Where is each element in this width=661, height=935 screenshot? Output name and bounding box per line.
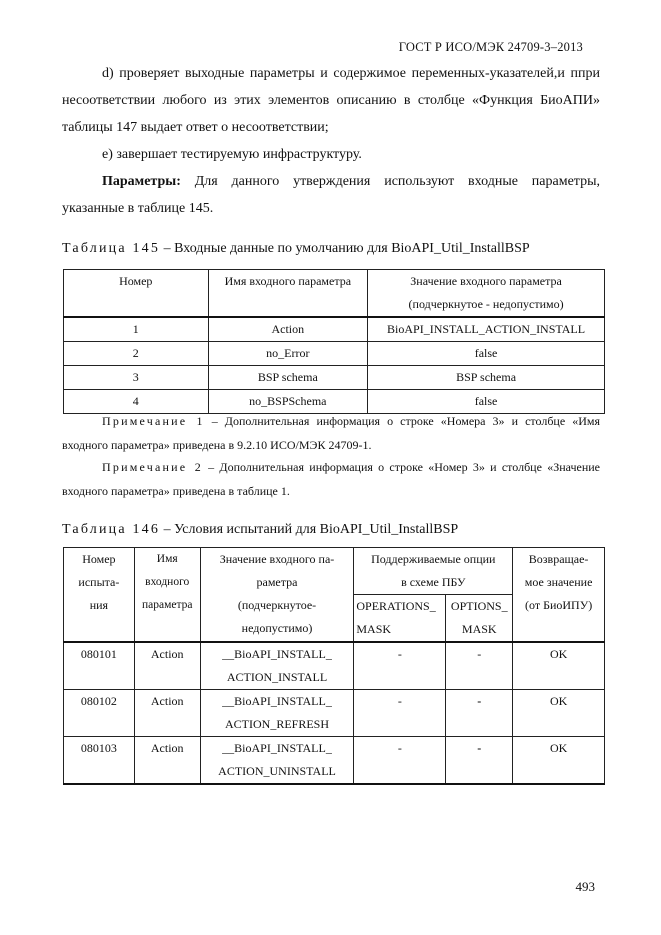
parameters-text: Для данного утверждения используют входные параметры, указанные в таблице 145. — [62, 174, 600, 216]
note-2 — [62, 455, 600, 503]
table-146-caption — [62, 522, 458, 538]
table-145-caption — [62, 241, 530, 257]
note-1-label: Примечание 1 — [102, 414, 205, 428]
table-145-title: – Входные данные по умолчанию для BioAPI_Util_InstallBSP — [160, 241, 530, 256]
page-header: ГОСТ Р ИСО/МЭК 24709-3–2013 — [398, 40, 583, 54]
table-row: 080101 Action __BioAPI_INSTALL_ ACTION_INSTALL - - OK — [64, 642, 605, 690]
paragraph-parameters — [62, 168, 600, 222]
header-return-value: Возвращае- мое значение (от БиоИПУ) — [513, 548, 605, 643]
note-2-text: – Дополнительная информация о строке «Номер 3» и столбце «Значение входного параметра» приведена в таблице 1. — [62, 460, 600, 498]
table-row: 1 Action BioAPI_INSTALL_ACTION_INSTALL — [64, 317, 605, 342]
header-param-value: Значение входного па- раметра (подчеркнутое- недопустимо) — [200, 548, 354, 643]
table-146-title: – Условия испытаний для BioAPI_Util_InstallBSP — [160, 522, 459, 537]
table-header-row — [64, 270, 605, 318]
header-test-number: Номер испыта- ния — [64, 548, 135, 643]
header-supported-options: Поддерживаемые опции в схеме ПБУ — [354, 548, 513, 595]
header-options-mask: OPTIONS_ MASK — [446, 595, 513, 643]
page-number: 493 — [575, 879, 595, 894]
note-2-label: Примечание 2 — [102, 460, 203, 474]
table-146 — [63, 547, 605, 785]
note-1 — [62, 409, 600, 457]
header-number: Номер — [64, 270, 209, 318]
parameters-label: Параметры: — [102, 174, 181, 189]
table-row: 3 BSP schema BSP schema — [64, 366, 605, 390]
table-header-row — [64, 548, 605, 595]
paragraph-e: e) завершает тестируемую инфраструктуру. — [102, 147, 362, 162]
table-row: 4 no_BSPSchema false — [64, 390, 605, 414]
table-row: 080103 Action __BioAPI_INSTALL_ ACTION_UNINSTALL - - OK — [64, 737, 605, 785]
table-145 — [63, 269, 605, 414]
table-row: 080102 Action __BioAPI_INSTALL_ ACTION_REFRESH - - OK — [64, 690, 605, 737]
table-146-label: Таблица 146 — [62, 522, 161, 537]
header-operations-mask: OPERATIONS_ MASK — [354, 595, 446, 643]
header-param-name: Имя входного параметра — [208, 270, 368, 318]
table-145-label: Таблица 145 — [62, 241, 161, 256]
header-param-value: Значение входного параметра (подчеркнутое - недопустимо) — [368, 270, 605, 318]
header-param-name: Имя входного параметра — [134, 548, 200, 643]
note-1-text: – Дополнительная информация о строке «Номера 3» и столбце «Имя входного параметра» приведена в 9.2.10 ИСО/МЭК 24709-1. — [62, 414, 601, 452]
paragraph-d: d) проверяет выходные параметры и содержимое переменных-указателей,и ппри несоответствии любого из этих элементов описанию в столбце «Функция БиоАПИ» таблицы 147 выдает ответ о несоответствии; — [62, 66, 600, 135]
table-row: 2 no_Error false — [64, 342, 605, 366]
